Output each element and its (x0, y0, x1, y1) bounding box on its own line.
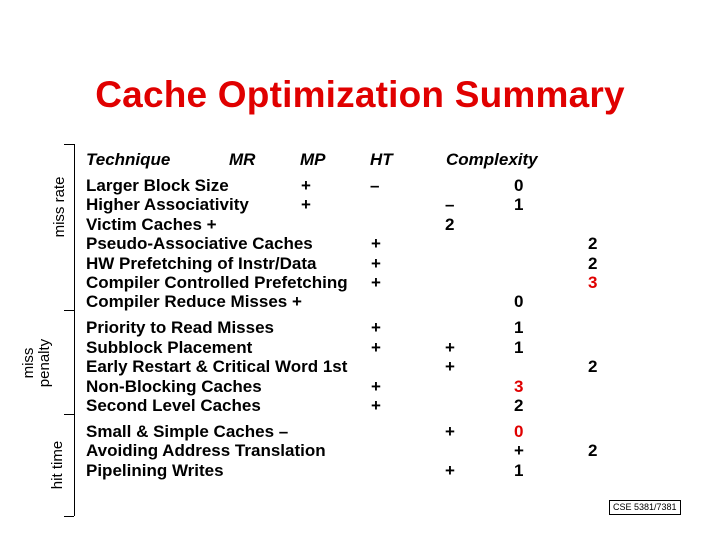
mark-plus-hw-prefetch: + (371, 254, 381, 273)
complexity-subblock: 1 (514, 338, 524, 357)
mark-plus-priority-read: + (371, 318, 381, 337)
complexity-higher-assoc: 1 (514, 195, 524, 214)
technique-pseudo-associative: Pseudo-Associative Caches (86, 234, 313, 253)
mark-plus-pseudo-assoc: + (371, 234, 381, 253)
mark-plus-non-blocking: + (371, 377, 381, 396)
page-title: Cache Optimization Summary (95, 74, 625, 115)
complexity2-compiler-prefetch: 3 (588, 273, 598, 292)
complexity2-avoid-translation: 2 (588, 441, 598, 460)
complexity-non-blocking: 3 (514, 377, 524, 396)
mark-col4-subblock: + (445, 338, 455, 357)
section-divider-vertical (74, 144, 75, 516)
mark-col4-two: 2 (445, 215, 455, 234)
technique-early-restart: Early Restart & Critical Word 1st (86, 357, 348, 376)
mark-mp-larger-block: + (301, 176, 311, 195)
technique-subblock-placement: Subblock Placement (86, 338, 253, 357)
group-label-miss-penalty (21, 323, 55, 403)
group-label-hit-time: hit time (49, 440, 66, 490)
section-divider-mid1 (64, 310, 74, 311)
section-divider-bottom (64, 516, 74, 517)
header-ht: HT (370, 150, 393, 169)
complexity-avoid-translation: + (514, 441, 524, 460)
mark-mp-higher-assoc: + (301, 195, 311, 214)
header-mr: MR (229, 150, 256, 169)
group-label-miss-penalty-line1: miss (20, 347, 37, 379)
technique-priority-read-misses: Priority to Read Misses (86, 318, 275, 337)
mark-col4-early-restart: + (445, 357, 455, 376)
mark-col4-pipelining: + (445, 461, 455, 480)
footer-course-label: CSE 5381/7381 (609, 500, 681, 515)
complexity-pipelining: 1 (514, 461, 524, 480)
mark-plus-compiler-prefetch: + (371, 273, 381, 292)
group-label-miss-rate: miss rate (51, 176, 68, 238)
section-divider-top (64, 144, 74, 145)
complexity-second-level: 2 (514, 396, 524, 415)
technique-compiler-prefetching: Compiler Controlled Prefetching (86, 273, 348, 292)
mark-plus-subblock: + (371, 338, 381, 357)
header-mp: MP (300, 150, 326, 169)
complexity2-pseudo-assoc: 2 (588, 234, 598, 253)
technique-second-level-caches: Second Level Caches (86, 396, 261, 415)
header-technique: Technique (86, 150, 171, 169)
complexity2-hw-prefetch: 2 (588, 254, 598, 273)
header-complexity: Complexity (446, 150, 538, 169)
mark-col4-small-simple: + (445, 422, 455, 441)
group-label-miss-penalty-line2: penalty (36, 338, 53, 388)
mark-ht-larger-block: – (370, 176, 380, 195)
technique-hw-prefetching: HW Prefetching of Instr/Data (86, 254, 317, 273)
technique-higher-associativity: Higher Associativity (86, 195, 249, 214)
technique-non-blocking-caches: Non-Blocking Caches (86, 377, 262, 396)
complexity-small-simple: 0 (514, 422, 524, 441)
technique-pipelining-writes: Pipelining Writes (86, 461, 224, 480)
technique-avoid-address-translation: Avoiding Address Translation (86, 441, 326, 460)
complexity2-early-restart: 2 (588, 357, 598, 376)
technique-small-simple-caches: Small & Simple Caches – (86, 422, 289, 441)
section-divider-mid2 (64, 414, 74, 415)
technique-larger-block-size: Larger Block Size (86, 176, 229, 195)
mark-plus-second-level: + (371, 396, 381, 415)
complexity-larger-block: 0 (514, 176, 524, 195)
technique-compiler-reduce-misses: Compiler Reduce Misses + (86, 292, 302, 311)
complexity-compiler-reduce: 0 (514, 292, 524, 311)
mark-col4-dash: – (445, 195, 455, 214)
complexity-priority-read: 1 (514, 318, 524, 337)
technique-victim-caches: Victim Caches + (86, 215, 217, 234)
